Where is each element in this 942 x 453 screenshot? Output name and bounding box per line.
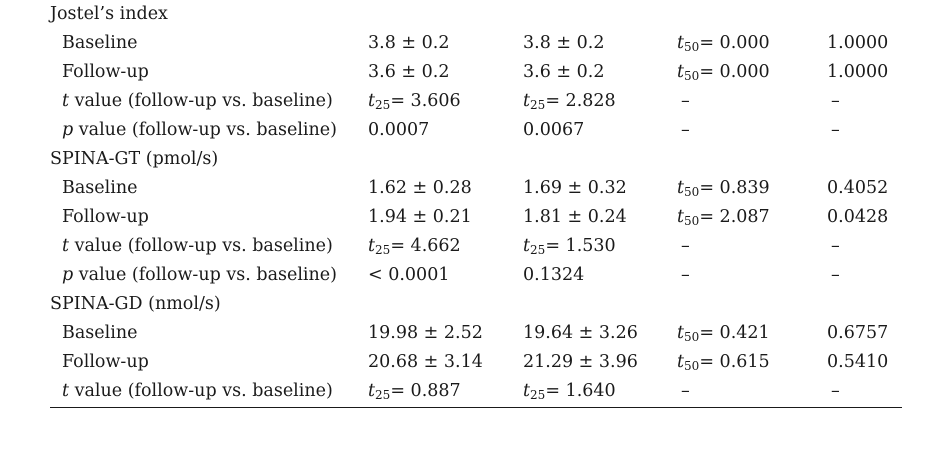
between-group-test-cell: – (681, 91, 690, 111)
row-label (62, 116, 337, 145)
group-2-cell: 0.1324 (523, 265, 585, 285)
results-table (50, 0, 902, 408)
statistic-value: = 0.615 (699, 352, 770, 372)
statistic-value: = 0.000 (699, 33, 770, 53)
statistic-value: = 0.887 (390, 381, 461, 401)
between-group-test-cell (677, 203, 770, 232)
t-symbol: t (677, 323, 685, 343)
p-value-cell: – (831, 91, 840, 111)
table-row (50, 203, 902, 232)
t-symbol: t (368, 236, 376, 256)
degrees-of-freedom: 25 (375, 243, 391, 257)
table-row (50, 377, 902, 406)
degrees-of-freedom: 50 (684, 185, 700, 199)
row-label: Follow-up (62, 62, 149, 82)
between-group-test-cell (677, 348, 770, 377)
p-value-cell: – (831, 265, 840, 285)
table-row (50, 116, 902, 145)
between-group-test-cell: – (681, 381, 690, 401)
degrees-of-freedom: 50 (684, 330, 700, 344)
t-symbol: t (523, 236, 531, 256)
p-value-cell: – (831, 120, 840, 140)
t-symbol: t (368, 91, 376, 111)
degrees-of-freedom: 50 (684, 359, 700, 373)
group-1-cell: 3.6 ± 0.2 (368, 62, 450, 82)
statistic-value: = 2.828 (545, 91, 616, 111)
statistic-symbol: p (62, 120, 74, 140)
t-symbol: t (677, 352, 685, 372)
statistic-value: = 0.421 (699, 323, 770, 343)
group-1-cell: 3.8 ± 0.2 (368, 33, 450, 53)
between-group-test-cell: – (681, 120, 690, 140)
group-1-cell: 1.94 ± 0.21 (368, 207, 472, 227)
table-row (50, 174, 902, 203)
degrees-of-freedom: 25 (530, 98, 546, 112)
row-label-text: value (follow-up vs. baseline) (69, 236, 333, 256)
row-label (62, 87, 333, 116)
p-value-cell: 1.0000 (827, 33, 889, 53)
t-symbol: t (677, 178, 685, 198)
group-1-cell: 1.62 ± 0.28 (368, 178, 472, 198)
section-title: Jostel’s index (50, 4, 168, 24)
row-label: Baseline (62, 323, 138, 343)
t-symbol: t (677, 62, 685, 82)
row-label: Baseline (62, 33, 138, 53)
p-value-cell: 0.6757 (827, 323, 889, 343)
row-label-text: value (follow-up vs. baseline) (69, 381, 333, 401)
between-group-test-cell: – (681, 236, 690, 256)
row-label: Follow-up (62, 352, 149, 372)
row-label (62, 261, 337, 290)
bottom-rule (50, 407, 902, 408)
statistic-value: = 1.640 (545, 381, 616, 401)
section-header-row (50, 290, 902, 319)
table-row (50, 232, 902, 261)
section-title: SPINA-GT (pmol/s) (50, 149, 219, 169)
statistic-value: = 4.662 (390, 236, 461, 256)
group-2-cell: 3.6 ± 0.2 (523, 62, 605, 82)
table-row (50, 348, 902, 377)
group-1-cell (368, 232, 461, 261)
t-symbol: t (523, 381, 531, 401)
group-2-cell: 3.8 ± 0.2 (523, 33, 605, 53)
row-label-text: value (follow-up vs. baseline) (69, 91, 333, 111)
statistic-value: = 0.000 (699, 62, 770, 82)
table-row (50, 29, 902, 58)
p-value-cell: 0.4052 (827, 178, 889, 198)
row-label-text: value (follow-up vs. baseline) (73, 265, 337, 285)
group-2-cell: 21.29 ± 3.96 (523, 352, 638, 372)
statistic-symbol: p (62, 265, 74, 285)
p-value-cell: 0.5410 (827, 352, 889, 372)
between-group-test-cell (677, 29, 770, 58)
degrees-of-freedom: 50 (684, 69, 700, 83)
degrees-of-freedom: 25 (375, 98, 391, 112)
group-2-cell: 1.69 ± 0.32 (523, 178, 627, 198)
section-header-row (50, 0, 902, 29)
group-2-cell (523, 232, 616, 261)
between-group-test-cell (677, 174, 770, 203)
degrees-of-freedom: 25 (375, 388, 391, 402)
statistic-symbol: t (62, 91, 70, 111)
row-label (62, 232, 333, 261)
group-2-cell: 19.64 ± 3.26 (523, 323, 638, 343)
table-row (50, 58, 902, 87)
t-symbol: t (368, 381, 376, 401)
between-group-test-cell (677, 319, 770, 348)
between-group-test-cell: – (681, 265, 690, 285)
degrees-of-freedom: 25 (530, 243, 546, 257)
group-1-cell (368, 377, 461, 406)
degrees-of-freedom: 50 (684, 40, 700, 54)
group-1-cell: 0.0007 (368, 120, 430, 140)
group-2-cell: 0.0067 (523, 120, 585, 140)
statistic-symbol: t (62, 381, 70, 401)
row-label: Baseline (62, 178, 138, 198)
row-label-text: value (follow-up vs. baseline) (73, 120, 337, 140)
table-row (50, 261, 902, 290)
group-2-cell (523, 377, 616, 406)
t-symbol: t (523, 91, 531, 111)
group-2-cell (523, 87, 616, 116)
statistic-symbol: t (62, 236, 70, 256)
group-1-cell (368, 87, 461, 116)
section-header-row (50, 145, 902, 174)
degrees-of-freedom: 50 (684, 214, 700, 228)
t-symbol: t (677, 207, 685, 227)
t-symbol: t (677, 33, 685, 53)
p-value-cell: 1.0000 (827, 62, 889, 82)
section-title: SPINA-GD (nmol/s) (50, 294, 221, 314)
table-row (50, 319, 902, 348)
between-group-test-cell (677, 58, 770, 87)
statistic-value: = 0.839 (699, 178, 770, 198)
group-2-cell: 1.81 ± 0.24 (523, 207, 627, 227)
p-value-cell: – (831, 381, 840, 401)
row-label (62, 377, 333, 406)
group-1-cell: < 0.0001 (368, 265, 450, 285)
degrees-of-freedom: 25 (530, 388, 546, 402)
row-label: Follow-up (62, 207, 149, 227)
p-value-cell: 0.0428 (827, 207, 889, 227)
p-value-cell: – (831, 236, 840, 256)
table-row (50, 87, 902, 116)
statistic-value: = 1.530 (545, 236, 616, 256)
statistic-value: = 2.087 (699, 207, 770, 227)
group-1-cell: 20.68 ± 3.14 (368, 352, 483, 372)
group-1-cell: 19.98 ± 2.52 (368, 323, 483, 343)
statistic-value: = 3.606 (390, 91, 461, 111)
